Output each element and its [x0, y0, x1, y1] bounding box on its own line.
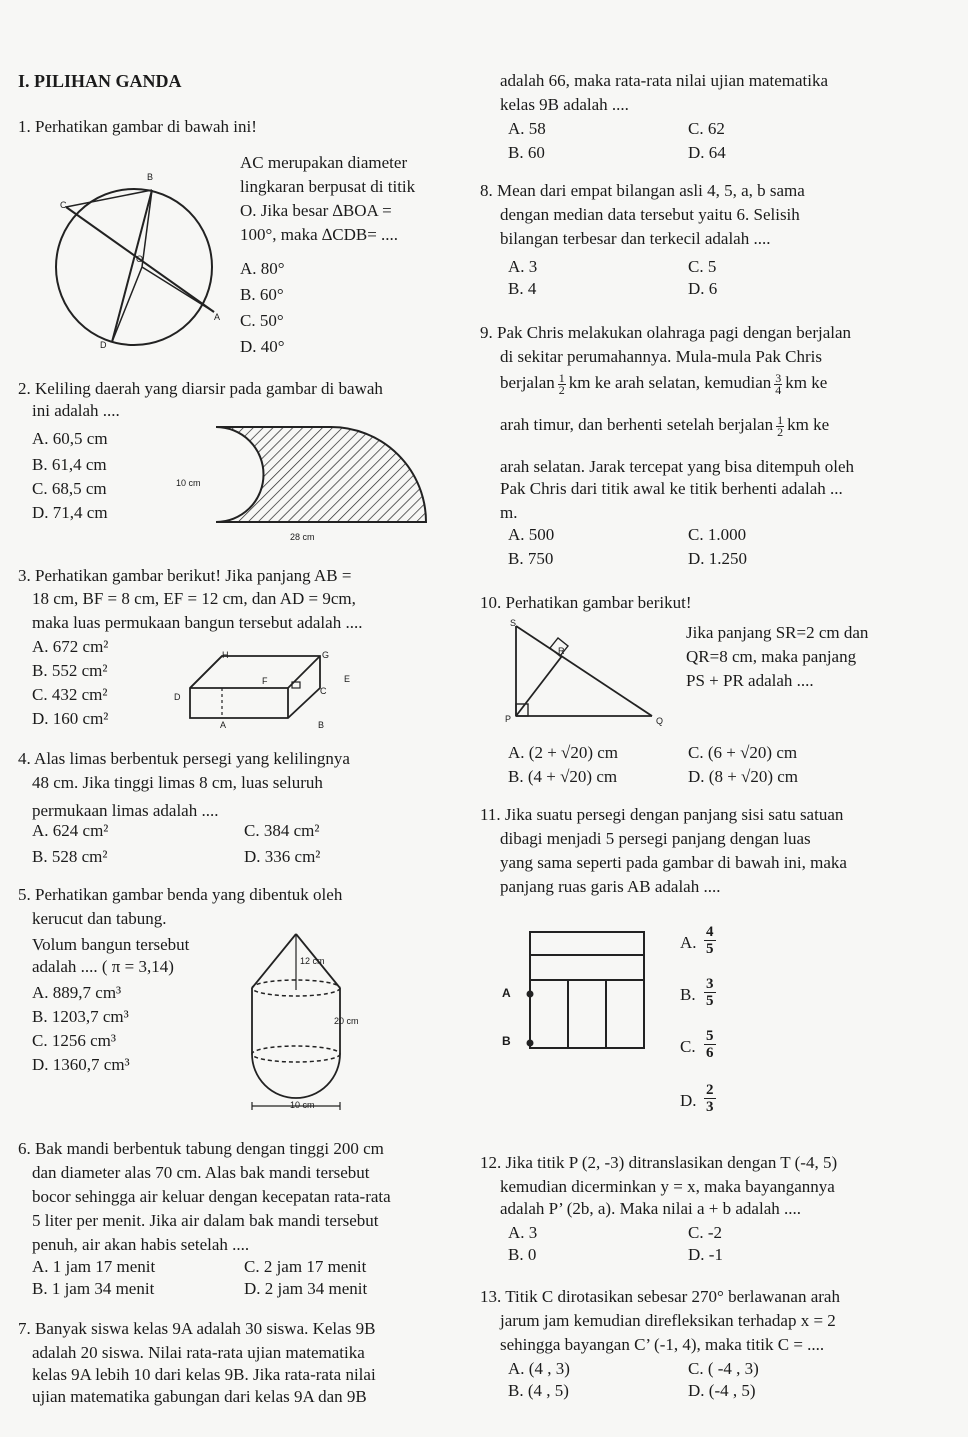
- q3-label-h: H: [222, 650, 229, 660]
- q10-triangle-figure: [506, 622, 666, 722]
- q8-prompt-1: 8. Mean dari empat bilangan asli 4, 5, a, b sama: [480, 181, 805, 200]
- q3-option-b[interactable]: B. 552 cm²: [32, 661, 108, 680]
- q10-label-s: S: [510, 618, 517, 628]
- q4-prompt-3: permukaan limas adalah ....: [32, 801, 219, 820]
- q6-prompt-4: 5 liter per menit. Jika air dalam bak mandi tersebut: [32, 1211, 379, 1230]
- q1-text-3: O. Jika besar ∆BOA =: [240, 201, 392, 220]
- q1-text-4: 100°, maka ∆CDB= ....: [240, 225, 399, 244]
- q9-line-4: arah timur, dan berhenti setelah berjalan $\frac{1}{2}$ km ke: [500, 412, 830, 439]
- q8-prompt-3: bilangan terbesar dan terkecil adalah ....: [500, 229, 771, 248]
- q9-line-6: Pak Chris dari titik awal ke titik berhenti adalah ...: [500, 479, 843, 498]
- q9-option-d[interactable]: D. 1.250: [688, 549, 748, 568]
- q4-prompt-2: 48 cm. Jika tinggi limas 8 cm, luas seluruh: [32, 773, 323, 792]
- q10-option-b[interactable]: B. (4 + √20) cm: [508, 767, 618, 786]
- q6-option-a[interactable]: A. 1 jam 17 menit: [32, 1257, 156, 1276]
- q11-option-a-fraction[interactable]: $\frac{4}{5}$: [706, 924, 714, 957]
- q12-prompt-1: 12. Jika titik P (2, -3) ditranslasikan dengan T (-4, 5): [480, 1153, 838, 1172]
- q1-text-1: AC merupakan diameter: [240, 153, 408, 172]
- q3-label-c: C: [320, 686, 327, 696]
- q1-label-b: B: [147, 172, 154, 182]
- q1-option-c[interactable]: C. 50°: [240, 311, 284, 330]
- q1-label-d: D: [100, 340, 107, 350]
- q3-label-f: F: [262, 676, 268, 686]
- q2-option-d[interactable]: D. 71,4 cm: [32, 503, 108, 522]
- q10-label-q: Q: [656, 716, 664, 726]
- q7-option-d[interactable]: D. 64: [688, 143, 726, 162]
- q10-option-c[interactable]: C. (6 + √20) cm: [688, 743, 798, 762]
- q6-prompt-1: 6. Bak mandi berbentuk tabung dengan tinggi 200 cm: [18, 1139, 384, 1158]
- q10-text-1: Jika panjang SR=2 cm dan: [686, 623, 869, 642]
- q7-prompt-5: adalah 66, maka rata-rata nilai ujian matematika: [500, 71, 829, 90]
- q4-option-b[interactable]: B. 528 cm²: [32, 847, 108, 866]
- q9-fraction-3: $\frac{1}{2}$: [777, 412, 784, 439]
- q9-fraction-1: $\frac{1}{2}$: [558, 370, 565, 397]
- q11-option-b-fraction[interactable]: $\frac{3}{5}$: [706, 976, 714, 1009]
- q5-label-diameter: 10 cm: [290, 1100, 315, 1110]
- q10-prompt: 10. Perhatikan gambar berikut!: [480, 593, 692, 612]
- q5-option-d[interactable]: D. 1360,7 cm³: [32, 1055, 130, 1074]
- q10-text-2: QR=8 cm, maka panjang: [686, 647, 857, 666]
- q3-option-d[interactable]: D. 160 cm²: [32, 709, 109, 728]
- q7-option-a[interactable]: A. 58: [508, 119, 546, 138]
- q2-prompt-1: 2. Keliling daerah yang diarsir pada gambar di bawah: [18, 379, 383, 398]
- q3-label-e: E: [344, 674, 351, 684]
- q5-prompt-2: kerucut dan tabung.: [32, 909, 167, 928]
- q6-prompt-5: penuh, air akan habis setelah ....: [32, 1235, 250, 1254]
- q11-prompt-3: yang sama seperti pada gambar di bawah ini, maka: [500, 853, 847, 872]
- q2-option-b[interactable]: B. 61,4 cm: [32, 455, 107, 474]
- q13-option-b[interactable]: B. (4 , 5): [508, 1381, 569, 1400]
- q10-option-d[interactable]: D. (8 + √20) cm: [688, 767, 799, 786]
- section-header: I. PILIHAN GANDA: [18, 71, 182, 91]
- q11-prompt-2: dibagi menjadi 5 persegi panjang dengan luas: [500, 829, 811, 848]
- q2-option-c[interactable]: C. 68,5 cm: [32, 479, 107, 498]
- q12-option-b[interactable]: B. 0: [508, 1245, 537, 1264]
- q1-prompt: 1. Perhatikan gambar di bawah ini!: [18, 117, 257, 136]
- q5-option-a[interactable]: A. 889,7 cm³: [32, 983, 122, 1002]
- q11-option-c-letter[interactable]: C.: [680, 1037, 696, 1056]
- q3-prompt-2: 18 cm, BF = 8 cm, EF = 12 cm, dan AD = 9cm,: [32, 589, 356, 608]
- q2-label-height: 10 cm: [176, 478, 201, 488]
- q2-option-a[interactable]: A. 60,5 cm: [32, 429, 108, 448]
- q1-option-a[interactable]: A. 80°: [240, 259, 285, 278]
- q5-prompt-1: 5. Perhatikan gambar benda yang dibentuk oleh: [18, 885, 343, 904]
- q6-option-c[interactable]: C. 2 jam 17 menit: [244, 1257, 367, 1276]
- q12-option-d[interactable]: D. -1: [688, 1245, 723, 1264]
- q7-prompt-6: kelas 9B adalah ....: [500, 95, 629, 114]
- q3-label-a: A: [220, 720, 227, 730]
- q11-option-d-fraction[interactable]: $\frac{2}{3}$: [706, 1082, 714, 1115]
- q1-option-b[interactable]: B. 60°: [240, 285, 284, 304]
- q13-option-a[interactable]: A. (4 , 3): [508, 1359, 570, 1378]
- q3-label-g: G: [322, 650, 330, 660]
- q3-prism-figure: [180, 648, 340, 726]
- q9-prompt-1: 9. Pak Chris melakukan olahraga pagi dengan berjalan: [480, 323, 852, 342]
- q7-option-b[interactable]: B. 60: [508, 143, 545, 162]
- q11-option-c-fraction[interactable]: $\frac{5}{6}$: [706, 1028, 714, 1061]
- q12-prompt-3: adalah P’ (2b, a). Maka nilai a + b adalah ....: [500, 1199, 801, 1218]
- q1-text-2: lingkaran berpusat di titik: [240, 177, 416, 196]
- q11-label-b: B: [502, 1034, 511, 1048]
- q7-prompt-2: adalah 20 siswa. Nilai rata-rata ujian matematika: [32, 1343, 365, 1362]
- q4-option-d[interactable]: D. 336 cm²: [244, 847, 321, 866]
- q2-shaded-figure: [196, 425, 436, 527]
- q13-prompt-3: sehingga bayangan C’ (-1, 4), maka titik C = ....: [500, 1335, 825, 1354]
- q1-label-c: C: [60, 200, 67, 210]
- q9-prompt-2: di sekitar perumahannya. Mula-mula Pak Chris: [500, 347, 822, 366]
- q9-line-5: arah selatan. Jarak tercepat yang bisa ditempuh oleh: [500, 457, 855, 476]
- q13-prompt-1: 13. Titik C dirotasikan sebesar 270° berlawanan arah: [480, 1287, 840, 1306]
- q11-prompt-1: 11. Jika suatu persegi dengan panjang sisi satu satuan: [480, 805, 844, 824]
- q10-label-r: R: [558, 646, 565, 656]
- q11-option-d-letter[interactable]: D.: [680, 1091, 697, 1110]
- q6-option-b[interactable]: B. 1 jam 34 menit: [32, 1279, 155, 1298]
- q11-option-b-letter[interactable]: B.: [680, 985, 696, 1004]
- q5-option-b[interactable]: B. 1203,7 cm³: [32, 1007, 129, 1026]
- q8-option-c[interactable]: C. 5: [688, 257, 717, 276]
- q4-option-c[interactable]: C. 384 cm²: [244, 821, 320, 840]
- q11-square-figure: [520, 928, 650, 1054]
- q9-fraction-2: $\frac{3}{4}$: [775, 370, 782, 397]
- q10-option-a[interactable]: A. (2 + √20) cm: [508, 743, 619, 762]
- q3-prompt-1: 3. Perhatikan gambar berikut! Jika panjang AB =: [18, 566, 352, 585]
- q2-label-width: 28 cm: [290, 532, 315, 542]
- q3-option-a[interactable]: A. 672 cm²: [32, 637, 109, 656]
- q5-text-2: adalah .... ( π = 3,14): [32, 957, 174, 976]
- q3-label-d: D: [174, 692, 181, 702]
- q5-label-cone-height: 12 cm: [300, 956, 325, 966]
- q10-text-3: PS + PR adalah ....: [686, 671, 814, 690]
- q11-option-a-letter[interactable]: A.: [680, 933, 697, 952]
- q13-option-c[interactable]: C. ( -4 , 3): [688, 1359, 759, 1378]
- q13-option-d[interactable]: D. (-4 , 5): [688, 1381, 756, 1400]
- q12-prompt-2: kemudian dicerminkan y = x, maka bayangannya: [500, 1177, 835, 1196]
- q3-label-b: B: [318, 720, 325, 730]
- q9-line-3: berjalan $\frac{1}{2}$ km ke arah selatan, kemudian $\frac{3}{4}$ km ke: [500, 370, 828, 397]
- q6-option-d[interactable]: D. 2 jam 34 menit: [244, 1279, 368, 1298]
- q9-option-b[interactable]: B. 750: [508, 549, 554, 568]
- q5-label-cyl-height: 20 cm: [334, 1016, 359, 1026]
- q8-option-b[interactable]: B. 4: [508, 279, 537, 298]
- q10-label-p: P: [505, 714, 512, 724]
- q4-option-a[interactable]: A. 624 cm²: [32, 821, 109, 840]
- q7-prompt-4: ujian matematika gabungan dari kelas 9A dan 9B: [32, 1387, 367, 1406]
- q7-prompt-3: kelas 9A lebih 10 dari kelas 9B. Jika rata-rata nilai: [32, 1365, 376, 1384]
- q13-prompt-2: jarum jam kemudian direfleksikan terhadap x = 2: [500, 1311, 836, 1330]
- q1-label-o: O: [136, 254, 144, 264]
- q5-option-c[interactable]: C. 1256 cm³: [32, 1031, 116, 1050]
- q3-prompt-3: maka luas permukaan bangun tersebut adalah ....: [32, 613, 363, 632]
- q11-prompt-4: panjang ruas garis AB adalah ....: [500, 877, 721, 896]
- q7-prompt-1: 7. Banyak siswa kelas 9A adalah 30 siswa. Kelas 9B: [18, 1319, 376, 1338]
- q6-prompt-3: bocor sehingga air keluar dengan kecepatan rata-rata: [32, 1187, 391, 1206]
- q7-option-c[interactable]: C. 62: [688, 119, 725, 138]
- q1-label-a: A: [214, 312, 221, 322]
- q9-option-c[interactable]: C. 1.000: [688, 525, 747, 544]
- q3-option-c[interactable]: C. 432 cm²: [32, 685, 108, 704]
- q8-option-a[interactable]: A. 3: [508, 257, 538, 276]
- q8-prompt-2: dengan median data tersebut yaitu 6. Selisih: [500, 205, 800, 224]
- q9-line-7: m.: [500, 503, 518, 522]
- q5-text-1: Volum bangun tersebut: [32, 935, 190, 954]
- q6-prompt-2: dan diameter alas 70 cm. Alas bak mandi tersebut: [32, 1163, 370, 1182]
- q12-option-c[interactable]: C. -2: [688, 1223, 722, 1242]
- q12-option-a[interactable]: A. 3: [508, 1223, 538, 1242]
- q11-label-a: A: [502, 986, 511, 1000]
- q8-option-d[interactable]: D. 6: [688, 279, 718, 298]
- q4-prompt-1: 4. Alas limas berbentuk persegi yang kelilingnya: [18, 749, 350, 768]
- q1-option-d[interactable]: D. 40°: [240, 337, 285, 356]
- q2-prompt-2: ini adalah ....: [32, 401, 120, 420]
- q9-option-a[interactable]: A. 500: [508, 525, 555, 544]
